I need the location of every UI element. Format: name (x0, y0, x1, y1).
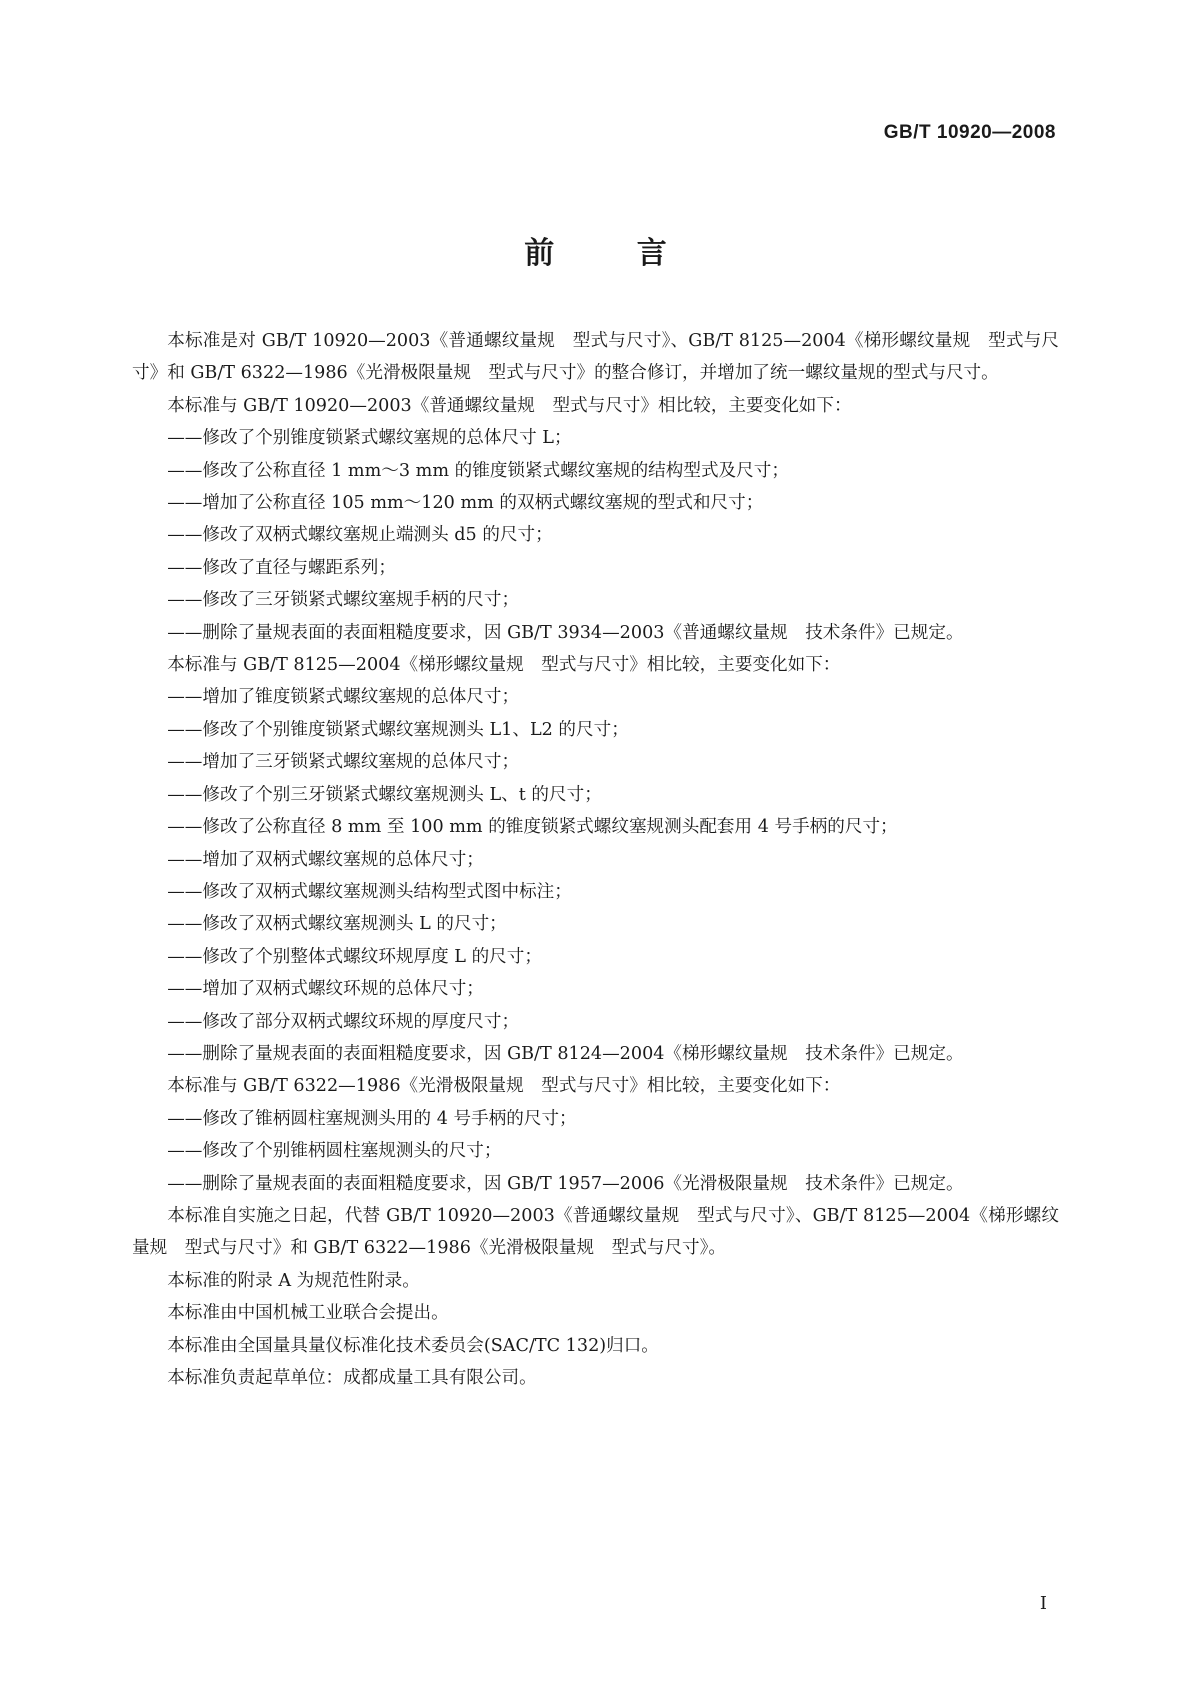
list-item: ——删除了量规表面的表面粗糙度要求，因 GB/T 8124—2004《梯形螺纹量规 技术条件》已规定。 (167, 1043, 964, 1064)
list-item: ——修改了公称直径 8 mm 至 100 mm 的锥度锁紧式螺纹塞规测头配套用 4 号手柄的尺寸； (167, 817, 898, 838)
list-item: ——修改了直径与螺距系列； (167, 557, 396, 578)
list-item: ——修改了双柄式螺纹塞规止端测头 d5 的尺寸； (167, 525, 553, 546)
list-item: ——修改了个别三牙锁紧式螺纹塞规测头 L、t 的尺寸； (167, 784, 602, 805)
section1-list (132, 422, 1059, 649)
page-number: I (1039, 1593, 1047, 1614)
foreword-body (132, 325, 1059, 1394)
proposed-by-paragraph: 本标准由中国机械工业联合会提出。 (167, 1303, 449, 1324)
list-item: ——修改了个别锥柄圆柱塞规测头的尺寸； (167, 1141, 502, 1162)
list-item: ——修改了个别锥度锁紧式螺纹塞规测头 L1、L2 的尺寸； (167, 719, 629, 740)
list-item: ——增加了锥度锁紧式螺纹塞规的总体尺寸； (167, 687, 520, 708)
section3-lead: 本标准与 GB/T 6322—1986《光滑极限量规 型式与尺寸》相比较，主要变化如下： (167, 1076, 841, 1097)
intro-paragraph: 本标准是对 GB/T 10920—2003《普通螺纹量规 型式与尺寸》、GB/T 8125—2004《梯形螺纹量规 型式与尺寸》和 GB/T 6322—1986《光滑极限量规 型式与尺寸》的整合修订，并增加了统一螺纹量规的型式与尺寸。 (132, 331, 1059, 384)
list-item: ——增加了三牙锁紧式螺纹塞规的总体尺寸； (167, 752, 520, 773)
appendix-paragraph: 本标准的附录 A 为规范性附录。 (167, 1270, 420, 1291)
list-item: ——修改了公称直径 1 mm～3 mm 的锥度锁紧式螺纹塞规的结构型式及尺寸； (167, 460, 789, 481)
list-item: ——修改了锥柄圆柱塞规测头用的 4 号手柄的尺寸； (167, 1108, 577, 1129)
list-item: ——增加了双柄式螺纹塞规的总体尺寸； (167, 849, 484, 870)
list-item: ——增加了公称直径 105 mm～120 mm 的双柄式螺纹塞规的型式和尺寸； (167, 493, 764, 514)
list-item: ——增加了双柄式螺纹环规的总体尺寸； (167, 979, 484, 1000)
centralized-by-paragraph: 本标准由全国量具量仪标准化技术委员会(SAC/TC 132)归口。 (167, 1335, 659, 1356)
section3-list (132, 1103, 1059, 1200)
section2-lead: 本标准与 GB/T 8125—2004《梯形螺纹量规 型式与尺寸》相比较，主要变化如下： (167, 655, 841, 676)
list-item: ——修改了部分双柄式螺纹环规的厚度尺寸； (167, 1011, 520, 1032)
list-item: ——修改了双柄式螺纹塞规测头结构型式图中标注； (167, 881, 572, 902)
list-item: ——删除了量规表面的表面粗糙度要求，因 GB/T 1957—2006《光滑极限量规 技术条件》已规定。 (167, 1173, 964, 1194)
replaces-paragraph: 本标准自实施之日起，代替 GB/T 10920—2003《普通螺纹量规 型式与尺寸》、GB/T 8125—2004《梯形螺纹量规 型式与尺寸》和 GB/T 6322—1986《光滑极限量规 型式与尺寸》。 (132, 1205, 1059, 1259)
list-item: ——修改了双柄式螺纹塞规测头 L 的尺寸； (167, 914, 507, 935)
drafted-by-paragraph: 本标准负责起草单位：成都成量工具有限公司。 (167, 1368, 537, 1388)
section1-lead: 本标准与 GB/T 10920—2003《普通螺纹量规 型式与尺寸》相比较，主要变化如下： (167, 395, 852, 416)
page-title: 前 言 (524, 236, 703, 271)
section2-list (132, 681, 1059, 1070)
list-item: ——修改了三牙锁紧式螺纹塞规手柄的尺寸； (167, 590, 520, 611)
list-item: ——修改了个别整体式螺纹环规厚度 L 的尺寸； (167, 946, 542, 967)
list-item: ——删除了量规表面的表面粗糙度要求，因 GB/T 3934—2003《普通螺纹量规 技术条件》已规定。 (167, 622, 964, 643)
list-item: ——修改了个别锥度锁紧式螺纹塞规的总体尺寸 L； (167, 428, 572, 449)
standard-code: GB/T 10920—2008 (883, 122, 1056, 143)
